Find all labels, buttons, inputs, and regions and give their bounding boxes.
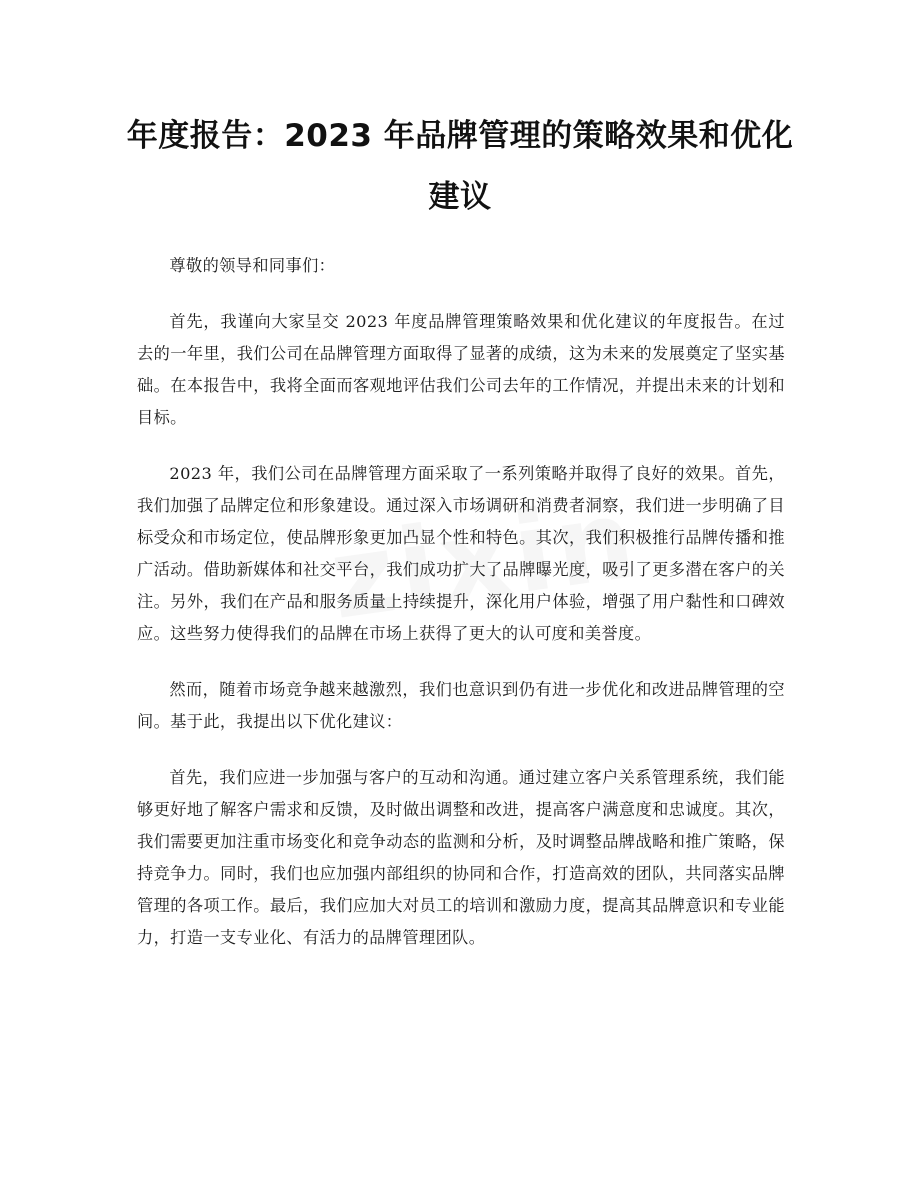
- recommendations-paragraph: 首先，我们应进一步加强与客户的互动和沟通。通过建立客户关系管理系统，我们能够更好地了解客户需求和反馈，及时做出调整和改进，提高客户满意度和忠诚度。其次，我们需要更加注重市场变化和竞争动态的监测和分析，及时调整品牌战略和推广策略，保持竞争力。同时，我们也应加强内部组织的协同和合作，打造高效的团队，共同落实品牌管理的各项工作。最后，我们应加大对员工的培训和激励力度，提高其品牌意识和专业能力，打造一支专业化、有活力的品牌管理团队。: [137, 768, 785, 947]
- transition-paragraph: 然而，随着市场竞争越来越激烈，我们也意识到仍有进一步优化和改进品牌管理的空间。基于此，我提出以下优化建议：: [137, 680, 785, 731]
- salutation-paragraph: 尊敬的领导和同事们：: [169, 256, 336, 275]
- results-paragraph: 2023 年，我们公司在品牌管理方面采取了一系列策略并取得了良好的效果。首先，我们加强了品牌定位和形象建设。通过深入市场调研和消费者洞察，我们进一步明确了目标受众和市场定位，使品牌形象更加凸显个性和特色。其次，我们积极推行品牌传播和推广活动。借助新媒体和社交平台，我们成功扩大了品牌曝光度，吸引了更多潜在客户的关注。另外，我们在产品和服务质量上持续提升，深化用户体验，增强了用户黏性和口碑效应。这些努力使得我们的品牌在市场上获得了更大的认可度和美誉度。: [137, 464, 785, 643]
- document-body: [137, 250, 785, 978]
- document-title: 年度报告：2023 年品牌管理的策略效果和优化建议: [126, 118, 794, 215]
- intro-paragraph: 首先，我谨向大家呈交 2023 年度品牌管理策略效果和优化建议的年度报告。在过去的一年里，我们公司在品牌管理方面取得了显著的成绩，这为未来的发展奠定了坚实基础。在本报告中，我将全面而客观地评估我们公司去年的工作情况，并提出未来的计划和目标。: [137, 312, 785, 427]
